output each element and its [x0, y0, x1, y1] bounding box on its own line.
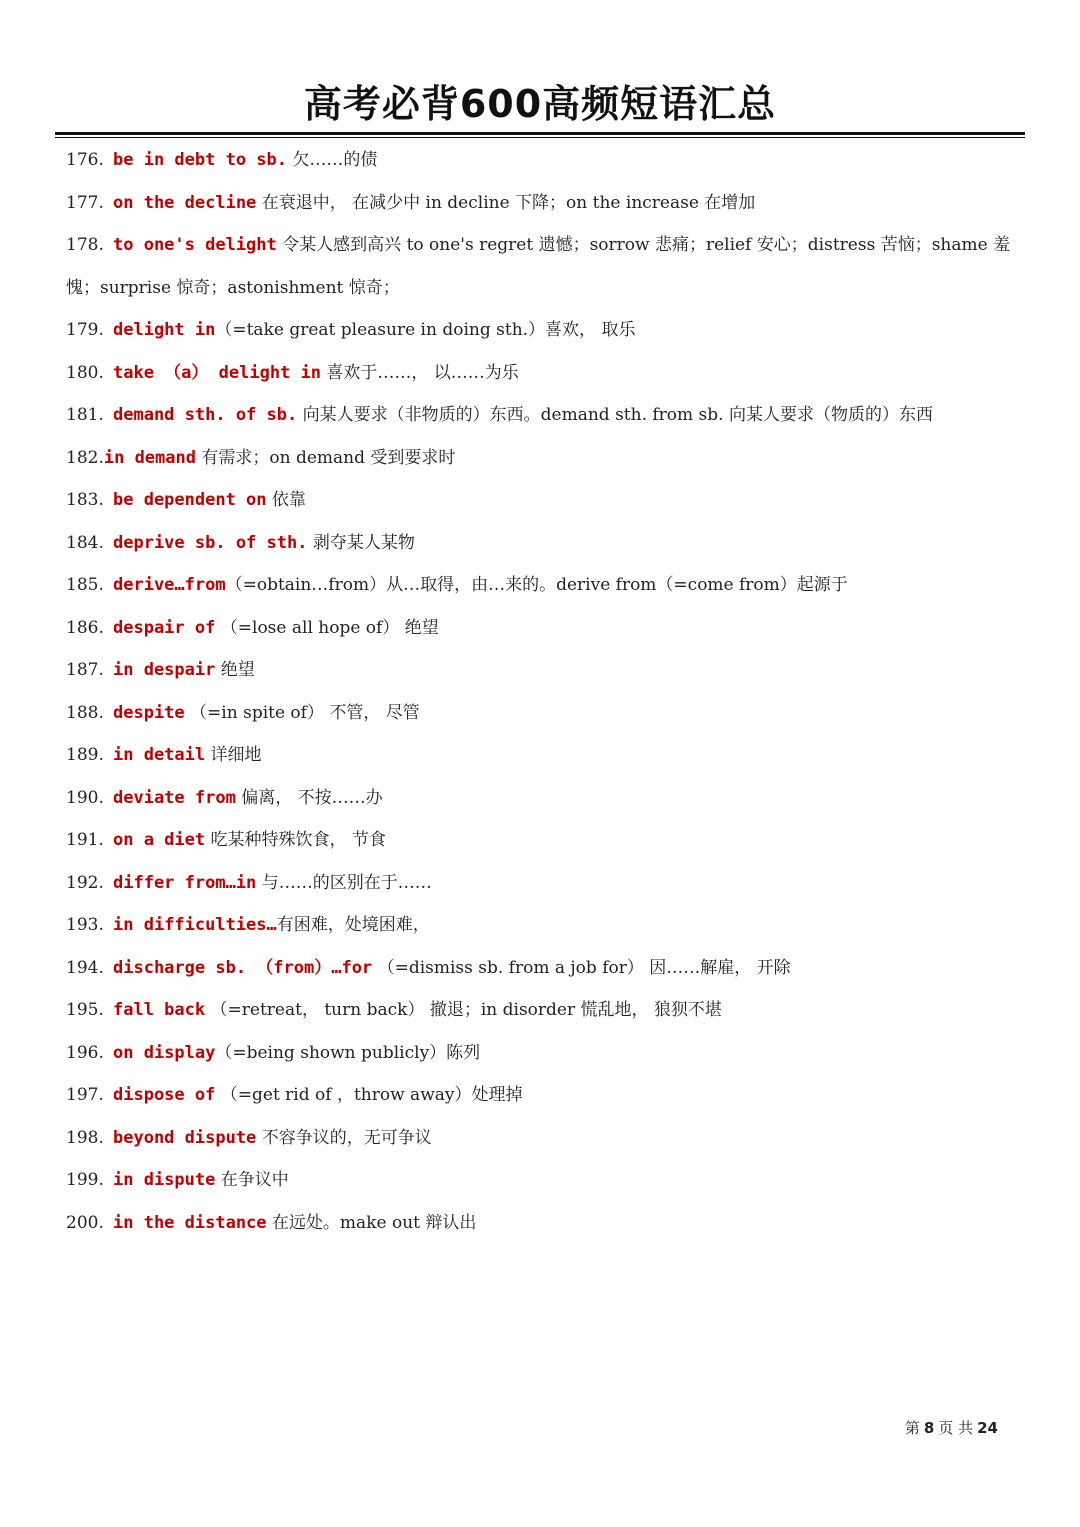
entry-phrase: derive…from	[113, 575, 226, 595]
list-item	[66, 224, 1016, 309]
entry-phrase: discharge sb. （from）…for	[113, 957, 373, 978]
entry-gloss: （=get rid of ，throw away）处理掉	[215, 1085, 523, 1105]
footer-prefix: 第	[904, 1419, 920, 1437]
list-item	[66, 989, 1016, 1032]
list-item	[66, 649, 1016, 692]
entry-number: 187.	[66, 660, 104, 680]
entry-phrase: be dependent on	[113, 490, 267, 510]
entry-gloss: 喜欢于……， 以……为乐	[321, 362, 519, 383]
entry-number: 180.	[66, 362, 104, 383]
list-item	[66, 862, 1016, 905]
entry-number: 193.	[66, 915, 104, 935]
entry-phrase: demand sth. of sb.	[113, 405, 298, 425]
entry-phrase: on a diet	[113, 830, 206, 850]
entry-phrase: in despair	[113, 660, 216, 680]
entry-number: 185.	[66, 575, 104, 595]
entry-number: 186.	[66, 617, 104, 638]
entry-gloss: （=lose all hope of） 绝望	[215, 617, 439, 638]
list-item	[66, 734, 1016, 777]
entry-number: 194.	[66, 957, 104, 978]
entry-number: 195.	[66, 1000, 104, 1020]
entry-gloss: 吃某种特殊饮食， 节食	[205, 830, 386, 850]
entry-number: 178.	[66, 235, 104, 255]
list-item	[66, 692, 1016, 735]
page-footer	[901, 1417, 998, 1438]
entry-gloss: 与……的区别在于……	[256, 872, 432, 893]
entry-number: 197.	[66, 1085, 104, 1105]
entry-number: 190.	[66, 787, 104, 808]
entry-phrase: take （a） delight in	[113, 362, 321, 383]
list-item	[66, 947, 1016, 990]
entry-phrase: delight in	[113, 320, 216, 340]
list-item	[66, 1074, 1016, 1117]
list-item	[66, 1159, 1016, 1202]
entry-phrase: differ from…in	[113, 872, 257, 893]
entry-number: 184.	[66, 532, 104, 553]
entry-number: 176.	[66, 150, 104, 170]
entry-gloss: 有需求；on demand 受到要求时	[195, 447, 456, 468]
entry-gloss: （=dismiss sb. from a job for） 因……解雇， 开除	[372, 957, 791, 978]
entry-number: 192.	[66, 872, 104, 893]
footer-middle: 页 共	[938, 1419, 974, 1437]
list-item	[66, 904, 1016, 947]
entry-phrase: on the decline	[113, 192, 257, 213]
entry-number: 191.	[66, 830, 104, 850]
entry-phrase: despair of	[113, 617, 216, 638]
list-item	[66, 479, 1016, 522]
list-item	[66, 777, 1016, 820]
entry-phrase: in the distance	[113, 1212, 267, 1233]
entry-phrase: despite	[113, 702, 185, 723]
list-item	[66, 1202, 1016, 1245]
entry-gloss: （=take great pleasure in doing sth.）喜欢， 取乐	[215, 320, 636, 340]
entry-phrase: deprive sb. of sth.	[113, 532, 308, 553]
entry-gloss: 令某人感到高兴 to one's regret 遗憾；sorrow 悲痛；relief 安心；distress 苦恼；shame 羞愧；surprise 惊奇；astonishment 惊奇；	[66, 235, 1011, 298]
entry-gloss: 偏离， 不按……办	[235, 787, 383, 808]
entry-phrase: on display	[113, 1042, 216, 1063]
phrase-list	[66, 139, 1016, 1244]
list-item	[66, 394, 1016, 437]
list-item	[66, 1117, 1016, 1160]
entry-phrase: fall back	[113, 1000, 206, 1020]
entry-gloss: 在衰退中， 在减少中 in decline 下降；on the increase 在增加	[256, 192, 756, 213]
entry-phrase: in dispute	[113, 1170, 216, 1190]
title-divider-thin	[55, 137, 1025, 138]
entry-number: 196.	[66, 1042, 104, 1063]
entry-gloss: （=retreat， turn back） 撤退；in disorder 慌乱地， 狼狈不堪	[205, 1000, 722, 1020]
entry-gloss: 有困难，处境困难，	[276, 915, 430, 935]
list-item	[66, 564, 1016, 607]
entry-gloss: 向某人要求（非物质的）东西。demand sth. from sb. 向某人要求（物质的）东西	[297, 405, 933, 425]
entry-phrase: in detail	[113, 745, 206, 765]
entry-number: 188.	[66, 702, 104, 723]
entry-number: 183.	[66, 490, 104, 510]
entry-number: 179.	[66, 320, 104, 340]
entry-gloss: 详细地	[205, 745, 262, 765]
entry-gloss: （=obtain…from）从…取得，由…来的。derive from（=come from）起源于	[225, 575, 848, 595]
entry-number: 182.	[66, 447, 104, 468]
entry-phrase: beyond dispute	[113, 1127, 257, 1148]
list-item	[66, 309, 1016, 352]
title-divider-thick	[55, 132, 1025, 135]
entry-gloss: 绝望	[215, 660, 255, 680]
entry-phrase: in demand	[103, 447, 196, 468]
entry-phrase: be in debt to sb.	[113, 150, 287, 170]
entry-gloss: 不容争议的，无可争议	[256, 1127, 432, 1148]
entry-phrase: deviate from	[113, 787, 236, 808]
list-item	[66, 437, 1016, 480]
entry-gloss: 在远处。make out 辩认出	[266, 1212, 477, 1233]
entry-gloss: 在争议中	[215, 1170, 289, 1190]
entry-number: 177.	[66, 192, 104, 213]
entry-phrase: to one's delight	[113, 235, 277, 255]
list-item	[66, 1032, 1016, 1075]
entry-number: 200.	[66, 1212, 104, 1233]
entry-phrase: in difficulties…	[113, 915, 277, 935]
entry-gloss: （=in spite of） 不管， 尽管	[184, 702, 420, 723]
list-item	[66, 522, 1016, 565]
entry-gloss: 依靠	[266, 490, 306, 510]
entry-gloss: （=being shown publicly）陈列	[215, 1042, 481, 1063]
list-item	[66, 352, 1016, 395]
entry-phrase: dispose of	[113, 1085, 216, 1105]
entry-gloss: 欠……的债	[287, 150, 378, 170]
list-item	[66, 139, 1016, 182]
list-item	[66, 819, 1016, 862]
footer-total-pages: 24	[977, 1419, 998, 1437]
entry-number: 181.	[66, 405, 104, 425]
list-item	[66, 182, 1016, 225]
page-title: 高考必背600高频短语汇总	[303, 82, 777, 126]
entry-number: 199.	[66, 1170, 104, 1190]
entry-gloss: 剥夺某人某物	[307, 532, 415, 553]
list-item	[66, 607, 1016, 650]
footer-page-number: 8	[923, 1419, 935, 1437]
entry-number: 198.	[66, 1127, 104, 1148]
entry-number: 189.	[66, 745, 104, 765]
